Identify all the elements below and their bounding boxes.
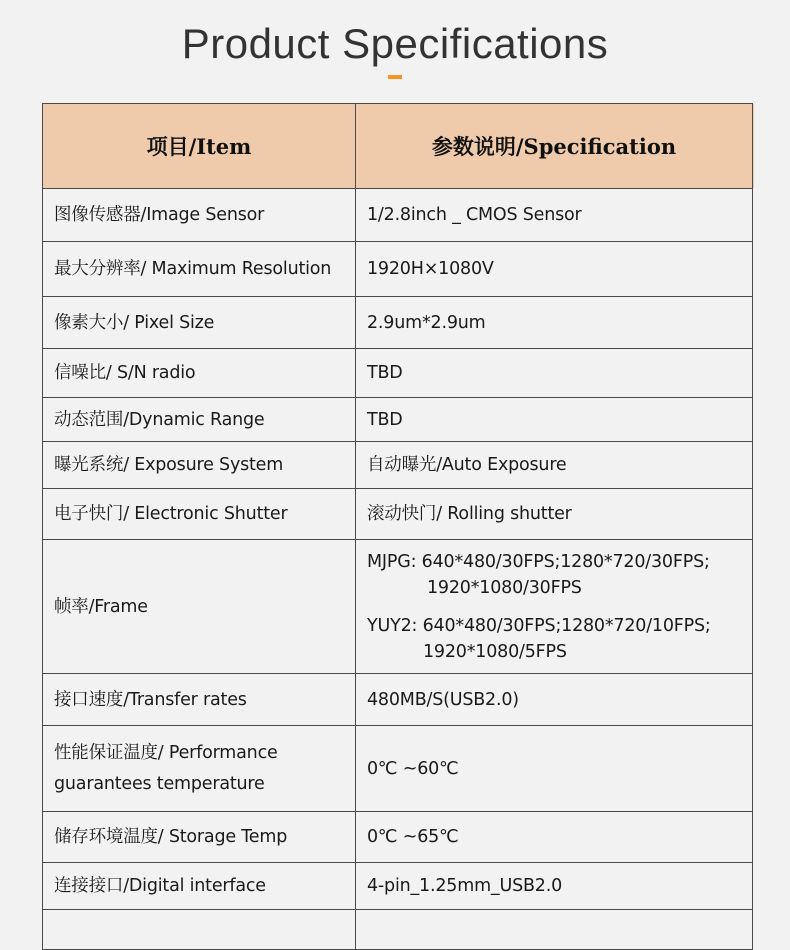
row-label: 性能保证温度/ Performance guarantees temperature <box>43 726 356 812</box>
row-value: TBD <box>356 398 753 442</box>
row-label: 图像传感器/Image Sensor <box>43 189 356 242</box>
frame-format-label: MJPG: <box>367 551 417 572</box>
table-header-row <box>43 104 753 189</box>
frame-rate-line: 1920*1080/5FPS <box>423 641 567 662</box>
column-header-item: 项目/Item <box>43 104 356 189</box>
table-row-dynamic-range <box>43 398 753 442</box>
frame-rate-mjpg <box>367 549 752 601</box>
row-label: 信噪比/ S/N radio <box>43 349 356 398</box>
row-value: TBD <box>356 349 753 398</box>
row-label: 接口速度/Transfer rates <box>43 674 356 726</box>
row-value: 2.9um*2.9um <box>356 297 753 349</box>
page-title: Product Specifications <box>181 20 609 67</box>
spec-table <box>42 103 753 950</box>
table-row-next <box>43 910 753 950</box>
table-row-transfer-rates <box>43 674 753 726</box>
row-label: 连接接口/Digital interface <box>43 863 356 910</box>
table-row-frame-rate <box>43 540 753 674</box>
frame-format-label: YUY2: <box>367 615 418 636</box>
column-header-specification: 参数说明/Specification <box>356 104 753 189</box>
row-value: 4-pin_1.25mm_USB2.0 <box>356 863 753 910</box>
table-row-digital-interface <box>43 863 753 910</box>
row-value: 自动曝光/Auto Exposure <box>356 442 753 489</box>
row-label: 储存环境温度/ Storage Temp <box>43 812 356 863</box>
frame-rate-yuy2 <box>367 613 752 665</box>
row-label: 帧率/Frame <box>43 540 356 674</box>
title-accent-bar <box>388 75 402 79</box>
table-row-performance-temperature <box>43 726 753 812</box>
row-value <box>356 540 753 674</box>
row-label <box>43 910 356 950</box>
frame-rate-line: 640*480/30FPS;1280*720/10FPS; <box>422 615 711 636</box>
row-value: 480MB/S(USB2.0) <box>356 674 753 726</box>
row-value: 0℃ ~65℃ <box>356 812 753 863</box>
table-row-max-resolution <box>43 242 753 297</box>
row-value: 1920H×1080V <box>356 242 753 297</box>
table-row-sn-ratio <box>43 349 753 398</box>
frame-rate-line: 640*480/30FPS;1280*720/30FPS; <box>421 551 710 572</box>
row-value: 滚动快门/ Rolling shutter <box>356 489 753 540</box>
row-label: 像素大小/ Pixel Size <box>43 297 356 349</box>
row-value: 1/2.8inch _ CMOS Sensor <box>356 189 753 242</box>
row-label: 曝光系统/ Exposure System <box>43 442 356 489</box>
table-row-storage-temp <box>43 812 753 863</box>
table-row-exposure-system <box>43 442 753 489</box>
row-label: 最大分辨率/ Maximum Resolution <box>43 242 356 297</box>
frame-rate-line: 1920*1080/30FPS <box>427 577 582 598</box>
table-row-image-sensor <box>43 189 753 242</box>
table-row-pixel-size <box>43 297 753 349</box>
row-label: 电子快门/ Electronic Shutter <box>43 489 356 540</box>
row-value <box>356 910 753 950</box>
row-value: 0℃ ~60℃ <box>356 726 753 812</box>
row-label: 动态范围/Dynamic Range <box>43 398 356 442</box>
table-row-electronic-shutter <box>43 489 753 540</box>
